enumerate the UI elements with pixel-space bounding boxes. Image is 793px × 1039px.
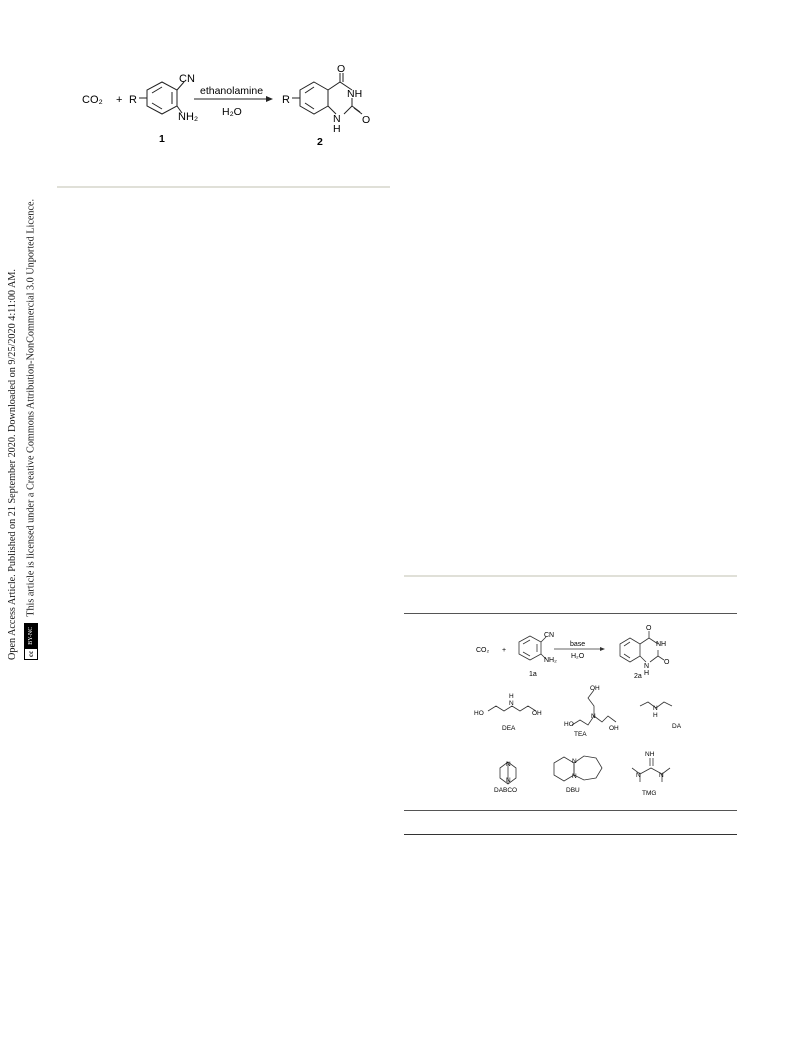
table-reagent: base bbox=[570, 641, 586, 648]
tmg-n1: N bbox=[636, 772, 641, 779]
by-nc-label: BY-NC bbox=[25, 624, 37, 648]
scheme1-n-label: N bbox=[333, 113, 341, 125]
scheme1-o2-label: O bbox=[362, 114, 371, 126]
tmg-n2: N bbox=[659, 772, 664, 779]
table-plus: + bbox=[502, 647, 507, 654]
compound-2a-label: 2a bbox=[634, 673, 642, 680]
dabco-label: DABCO bbox=[494, 787, 518, 794]
table-solvent: H₂O bbox=[571, 653, 585, 660]
scheme1-solvent: H₂O bbox=[222, 106, 242, 118]
scheme-bottom-rule bbox=[57, 186, 390, 188]
scheme1-co2: CO₂ bbox=[82, 94, 103, 106]
table-top-rule bbox=[404, 575, 737, 577]
license-text: This article is licensed under a Creative Commons Attribution-NonCommercial 3.0 Unported Licence. bbox=[25, 198, 37, 617]
dea-label: DEA bbox=[502, 725, 516, 732]
tmg-label: TMG bbox=[642, 790, 657, 797]
dea-h: H bbox=[509, 693, 514, 700]
table-cn: CN bbox=[544, 632, 555, 639]
side-note-line1: Open Access Article. Published on 21 September 2020. Downloaded on 9/25/2020 4:11:00 AM. bbox=[7, 269, 18, 660]
table-h-label: H bbox=[644, 670, 650, 677]
tea-n: N bbox=[591, 713, 596, 720]
scheme1-product-r: R bbox=[282, 94, 290, 106]
tea-oh-right: OH bbox=[609, 725, 619, 732]
da-label: DA bbox=[672, 723, 682, 730]
scheme1-cn: CN bbox=[179, 73, 195, 85]
compound-1a-label: 1a bbox=[529, 671, 537, 678]
tea-ho: HO bbox=[564, 721, 574, 728]
dea-ho: HO bbox=[474, 710, 484, 717]
tea-label: TEA bbox=[574, 731, 587, 738]
table-header-rule bbox=[404, 613, 737, 614]
scheme-1 bbox=[60, 60, 390, 160]
tea-oh-top: OH bbox=[590, 685, 600, 692]
dbu-n2: N bbox=[572, 773, 577, 780]
side-note bbox=[6, 120, 42, 660]
table-body-rule bbox=[404, 834, 737, 835]
cc-license-badge[interactable] bbox=[24, 623, 38, 660]
dea-n: N bbox=[509, 700, 514, 707]
dea-oh: OH bbox=[532, 710, 542, 717]
table-o2-label: O bbox=[664, 659, 670, 666]
da-h: H bbox=[653, 712, 658, 719]
tmg-nh: NH bbox=[645, 751, 655, 758]
scheme1-nh2: NH₂ bbox=[178, 111, 199, 123]
table-o-label: O bbox=[646, 625, 652, 632]
scheme1-reagent: ethanolamine bbox=[200, 85, 264, 97]
table-nh-label: NH bbox=[656, 641, 667, 648]
table-nh2: NH₂ bbox=[544, 657, 557, 664]
dbu-label: DBU bbox=[566, 787, 580, 794]
scheme1-nh-label: NH bbox=[347, 88, 363, 100]
dbu-n1: N bbox=[572, 758, 577, 765]
table-n-label: N bbox=[644, 663, 650, 670]
compound-2-label: 2 bbox=[317, 136, 323, 148]
cc-icon: cc bbox=[25, 648, 37, 659]
scheme1-h-label: H bbox=[333, 123, 341, 135]
scheme1-plus: + bbox=[116, 94, 123, 106]
scheme1-r-group: R bbox=[129, 94, 137, 106]
compound-1-label: 1 bbox=[159, 133, 165, 145]
side-note-line2 bbox=[24, 199, 38, 660]
table-scheme-bottom-rule bbox=[404, 810, 737, 811]
dabco-n2: N bbox=[506, 777, 511, 784]
table-scheme bbox=[404, 618, 737, 808]
da-n: N bbox=[653, 705, 658, 712]
scheme1-o-label: O bbox=[337, 63, 346, 75]
table-co2: CO₂ bbox=[476, 647, 490, 654]
dabco-n1: N bbox=[506, 761, 511, 768]
